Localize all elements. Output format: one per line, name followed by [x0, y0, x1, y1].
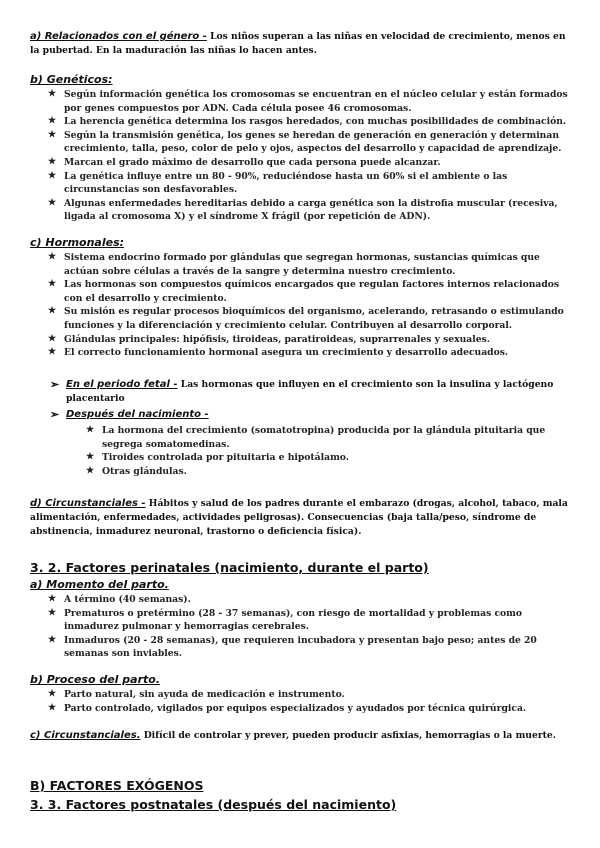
star-icon: ★: [48, 129, 57, 140]
list-item: ★ Según información genética los cromosomas se encuentran en el núcleo celular y están formados por genes compuestos por ADN. Cada célula posee 46 cromosomas.: [48, 89, 568, 114]
star-icon: ★: [48, 156, 57, 167]
star-icon: ★: [86, 425, 95, 435]
perinatal-title: 3. 2. Factores perinatales (nacimiento, durante el parto): [30, 560, 429, 575]
birth-moment-list: [30, 593, 570, 661]
list-item: ★ Prematuros o pretérmino (28 - 37 semanas), con riesgo de mortalidad y problemas como inmadurez pulmonar y hemorragias cerebrales.: [48, 607, 523, 633]
star-icon: ★: [48, 170, 57, 181]
star-icon: ★: [48, 702, 57, 713]
list-item: ★ La hormona del crecimiento (somatotropina) producida por la glándula pituitaria que segrega somatomedinas.: [86, 425, 546, 450]
after-birth: [30, 408, 570, 478]
list-item: ★ Según la transmisión genética, los genes se heredan de generación en generación y determinan crecimiento, talla, peso, color de pelo y ojos, aspectos del desarrollo y capacidad de aprendizaje.: [48, 129, 562, 155]
list-item: ★ Otras glándulas.: [86, 465, 187, 477]
list-item: ★ Sistema endocrino formado por glándulas que segregan hormonas, sustancias químicas que actúan sobre células a través de la sangre y determina nuestro crecimiento.: [48, 252, 540, 277]
star-icon: ★: [48, 116, 57, 127]
list-item: ★ La herencia genética determina los rasgos heredados, con muchas posibilidades de combinación.: [48, 116, 567, 128]
perinatal-c-title: c) Circunstanciales.: [30, 730, 141, 742]
star-icon: ★: [48, 197, 57, 208]
fetal-period: [30, 378, 570, 406]
arrow-icon: ➢: [50, 408, 60, 421]
exogenous-section: [30, 778, 570, 812]
perinatal-section: [30, 560, 570, 743]
list-item: ★ La genética influye entre un 80 - 90%, reduciéndose hasta un 60% si el ambiente o las circunstancias son desfavorables.: [48, 170, 508, 196]
list-item: ★ Parto natural, sin ayuda de medicación e instrumento.: [48, 688, 345, 700]
section-a-text: Los niños superan a las niñas en velocidad de crecimiento, menos en la pubertad. En la maduración las niñas lo hacen antes.: [30, 31, 566, 56]
star-icon: ★: [48, 634, 57, 645]
section-b-title: b) Genéticos:: [30, 73, 113, 86]
fetal-text: Las hormonas que influyen en el crecimiento son la insulina y lactógeno placentario: [66, 379, 554, 404]
list-item: ★ Parto controlado, vigilados por equipos especializados y ayudados por técnica quirúrgica.: [48, 702, 527, 714]
star-icon: ★: [86, 465, 95, 476]
section-c-title: c) Hormonales:: [30, 236, 125, 249]
section-b-geneticos: [30, 73, 570, 224]
star-icon: ★: [48, 594, 57, 604]
postnatal-title: 3. 3. Factores postnatales (después del nacimiento): [30, 797, 397, 812]
star-icon: ★: [48, 279, 57, 290]
after-birth-heading: [30, 408, 570, 422]
after-birth-title: Después del nacimiento -: [66, 409, 209, 420]
list-item: ★ A término (40 semanas).: [48, 594, 191, 605]
list-item: ★ Glándulas principales: hipófisis, tiroideas, paratiroideas, suprarrenales y sexuales.: [48, 333, 490, 345]
star-icon: ★: [48, 607, 57, 618]
list-item: ★ El correcto funcionamiento hormonal asegura un crecimiento y desarrollo adecuados.: [48, 347, 509, 359]
star-icon: ★: [86, 452, 95, 463]
genetic-list: [30, 88, 570, 224]
perinatal-circumstances: [30, 729, 570, 743]
list-item: ★ Algunas enfermedades hereditarias debido a carga genética son la distrofia muscular (recesiva, ligada al cromosoma X) y el síndrome X frágil (por repetición de ADN).: [48, 197, 558, 223]
hormonal-list: [30, 251, 570, 360]
section-d-title: d) Circunstanciales -: [30, 498, 146, 509]
list-item: ★ Tiroides controlada por pituitaria e hipotálamo.: [86, 452, 349, 464]
exogenous-title: B) FACTORES EXÓGENOS: [30, 778, 204, 793]
star-icon: ★: [48, 333, 57, 344]
list-item: ★ Su misión es regular procesos bioquímicos del organismo, acelerando, retrasando o estimulando funciones y la diferenciación y crecimiento celular. Contribuyen al desarrollo corporal.: [48, 306, 564, 331]
star-icon: ★: [48, 89, 57, 99]
birth-process-list: [30, 688, 570, 715]
section-a-title: a) Relacionados con el género -: [30, 31, 207, 42]
perinatal-c-text: Difícil de controlar y prever, pueden producir asfixias, hemorragias o la muerte.: [140, 730, 556, 742]
arrow-icon: ➢: [50, 378, 60, 391]
star-icon: ★: [48, 347, 57, 358]
section-d-circunstanciales: [30, 497, 570, 539]
star-icon: ★: [48, 306, 57, 317]
birth-process-title: b) Proceso del parto.: [30, 672, 161, 686]
section-a-genero: [30, 30, 570, 58]
birth-moment-title: a) Momento del parto.: [30, 578, 169, 591]
star-icon: ★: [48, 252, 57, 262]
list-item: ★ Inmaduros (20 - 28 semanas), que requieren incubadora y presentan bajo peso; antes de 20 semanas son inviables.: [48, 634, 537, 660]
fetal-title: En el periodo fetal -: [66, 379, 178, 390]
after-birth-list: [30, 424, 570, 478]
list-item: ★ Las hormonas son compuestos químicos encargados que regulan factores internos relacionados con el desarrollo y crecimiento.: [48, 279, 560, 304]
section-c-hormonales: [30, 236, 570, 360]
list-item: ★ Marcan el grado máximo de desarrollo que cada persona puede alcanzar.: [48, 156, 441, 168]
section-d-text: Hábitos y salud de los padres durante el embarazo (drogas, alcohol, tabaco, mala alimentación, enfermedades, actividades peligrosas). Consecuencias (baja talla/peso, síndrome de abstinencia, inmadurez neuronal, trastorno o deficiencia física).: [30, 498, 568, 537]
star-icon: ★: [48, 688, 57, 699]
